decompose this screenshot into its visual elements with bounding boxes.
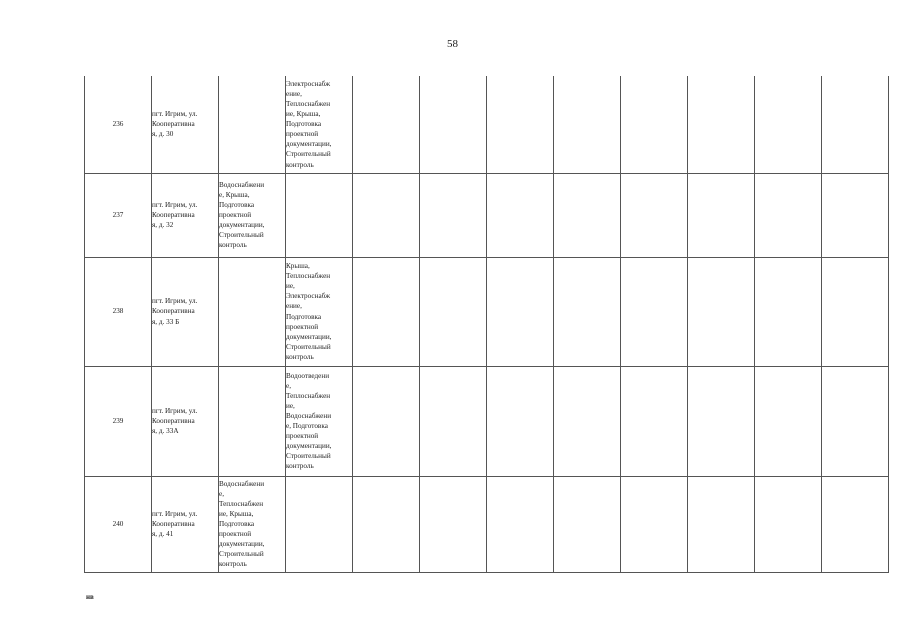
empty-cell [353,257,420,366]
empty-cell [487,173,554,257]
empty-cell [755,366,822,476]
row-number: 238 [85,257,152,366]
address-text: пгт. Игрим, ул. Кооперативна я, д. 33 Б [152,297,198,326]
empty-cell [353,76,420,173]
empty-cell [621,366,688,476]
works-cell-b [286,366,353,476]
empty-cell [554,366,621,476]
empty-cell [688,476,755,572]
works-cell-a [219,76,286,173]
empty-cell [688,76,755,173]
empty-cell [621,257,688,366]
empty-cell [822,257,889,366]
page-number: 58 [447,38,458,50]
works-cell-b [286,173,353,257]
empty-cell [822,476,889,572]
empty-cell [621,173,688,257]
table-row [85,76,889,173]
table-row [85,366,889,476]
empty-cell [487,366,554,476]
empty-cell [688,257,755,366]
empty-cell [487,476,554,572]
works-cell-b [286,476,353,572]
row-number: 239 [85,366,152,476]
works-cell-b [286,257,353,366]
row-number: 237 [85,173,152,257]
table-row [85,476,889,572]
address-cell [152,76,219,173]
address-text: пгт. Игрим, ул. Кооперативна я, д. 32 [152,200,198,230]
footer-mark: нв [86,593,94,601]
address-text: пгт. Игрим, ул. Кооперативна я, д. 30 [152,110,198,139]
table-row [85,257,889,366]
empty-cell [420,173,487,257]
empty-cell [353,476,420,572]
address-cell [152,366,219,476]
empty-cell [755,476,822,572]
address-cell [152,173,219,257]
works-text-b: Водоотведени е, Теплоснабжен ие, Водоснабжени е, Подготовка проектной документации, Строительный контроль [286,371,332,471]
empty-cell [688,366,755,476]
address-cell [152,476,219,572]
empty-cell [755,76,822,173]
works-text-b: Электроснабж ение, Теплоснабжен ие, Крыша, Подготовка проектной документации, Строительный контроль [286,79,332,169]
empty-cell [554,257,621,366]
address-cell [152,257,219,366]
works-cell-a [219,173,286,257]
repair-schedule-table [84,76,889,573]
empty-cell [420,366,487,476]
table-row [85,173,889,257]
works-text-b: Крыша, Теплоснабжен ие, Электроснабж ение, Подготовка проектной документации, Строительный контроль [286,262,332,361]
works-cell-a [219,366,286,476]
empty-cell [755,173,822,257]
empty-cell [822,173,889,257]
empty-cell [621,76,688,173]
address-text: пгт. Игрим, ул. Кооперативна я, д. 33А [152,406,198,436]
empty-cell [353,366,420,476]
empty-cell [688,173,755,257]
empty-cell [420,76,487,173]
empty-cell [755,257,822,366]
empty-cell [822,366,889,476]
address-text: пгт. Игрим, ул. Кооперативна я, д. 41 [152,509,198,539]
empty-cell [621,476,688,572]
works-text-a: Водоснабжени е, Теплоснабжен ие, Крыша, Подготовка проектной документации, Строительный контроль [219,479,265,569]
empty-cell [353,173,420,257]
row-number: 236 [85,76,152,173]
works-text-a: Водоснабжени е, Крыша, Подготовка проектной документации, Строительный контроль [219,180,265,250]
empty-cell [487,257,554,366]
works-cell-a [219,257,286,366]
empty-cell [822,76,889,173]
empty-cell [420,476,487,572]
works-cell-a [219,476,286,572]
empty-cell [420,257,487,366]
empty-cell [554,76,621,173]
empty-cell [487,76,554,173]
empty-cell [554,476,621,572]
empty-cell [554,173,621,257]
row-number: 240 [85,476,152,572]
works-cell-b [286,76,353,173]
